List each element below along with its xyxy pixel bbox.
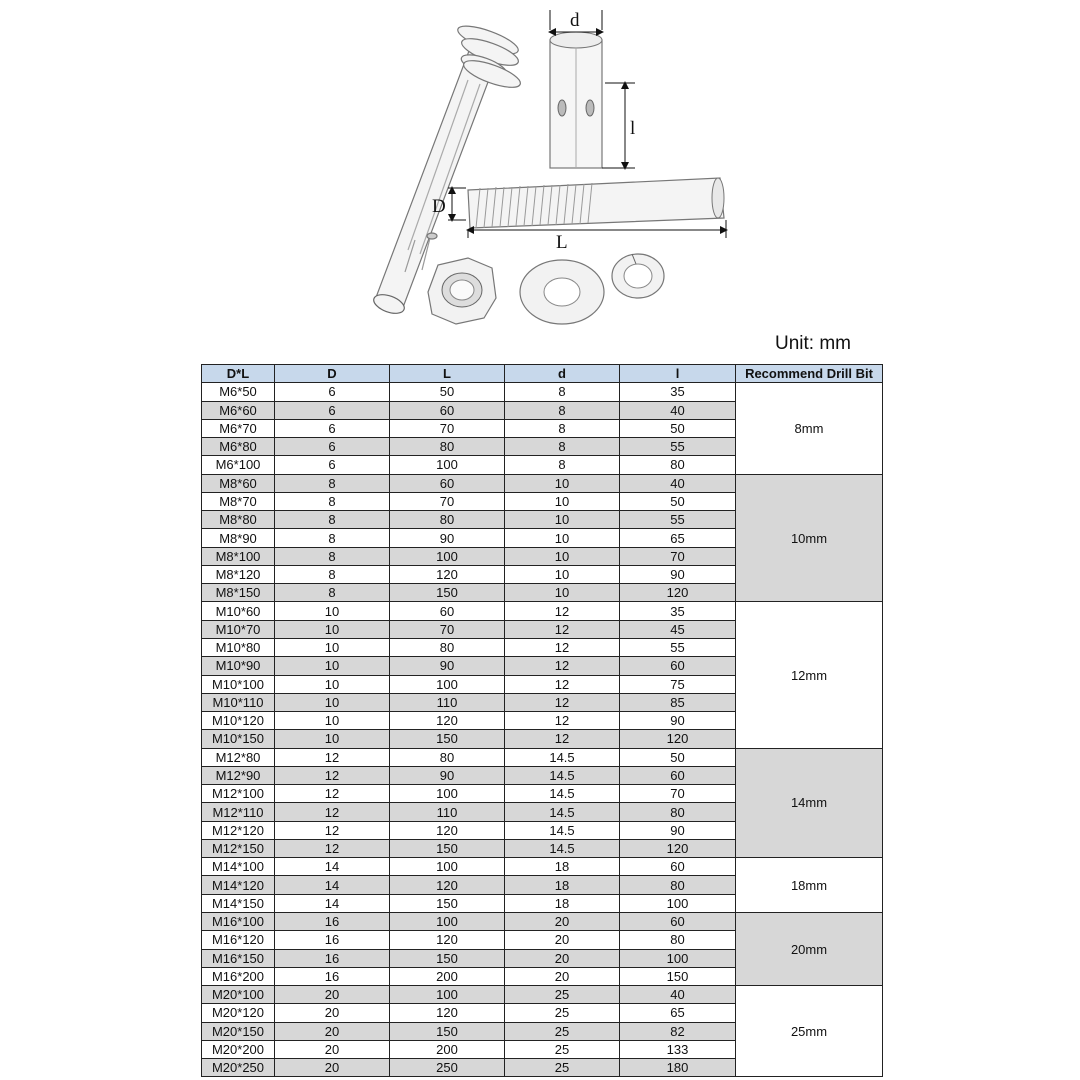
cell-l: 35 xyxy=(620,383,736,401)
sleeve-icon xyxy=(550,32,602,168)
cell-D: 20 xyxy=(275,1040,390,1058)
cell-d: 25 xyxy=(505,1040,620,1058)
cell-model: M16*100 xyxy=(202,912,275,930)
cell-l: 50 xyxy=(620,492,736,510)
cell-model: M10*90 xyxy=(202,657,275,675)
cell-D: 14 xyxy=(275,894,390,912)
drill-bit-cell: 20mm xyxy=(736,912,883,985)
cell-d: 12 xyxy=(505,675,620,693)
spec-table xyxy=(201,364,883,1077)
cell-d: 14.5 xyxy=(505,785,620,803)
cell-l: 45 xyxy=(620,620,736,638)
drill-bit-cell: 14mm xyxy=(736,748,883,858)
cell-d: 8 xyxy=(505,438,620,456)
header-D: D xyxy=(275,365,390,383)
cell-D: 6 xyxy=(275,401,390,419)
cell-D: 16 xyxy=(275,931,390,949)
threaded-bolt-icon xyxy=(468,178,724,228)
cell-l: 80 xyxy=(620,803,736,821)
cell-model: M6*70 xyxy=(202,419,275,437)
cell-L: 150 xyxy=(390,949,505,967)
cell-model: M12*100 xyxy=(202,785,275,803)
cell-l: 55 xyxy=(620,511,736,529)
cell-D: 8 xyxy=(275,565,390,583)
cell-L: 70 xyxy=(390,419,505,437)
cell-l: 60 xyxy=(620,657,736,675)
cell-model: M12*110 xyxy=(202,803,275,821)
cell-d: 25 xyxy=(505,1004,620,1022)
cell-l: 70 xyxy=(620,785,736,803)
cell-D: 8 xyxy=(275,511,390,529)
cell-D: 8 xyxy=(275,492,390,510)
cell-d: 10 xyxy=(505,511,620,529)
cell-model: M10*100 xyxy=(202,675,275,693)
cell-l: 40 xyxy=(620,986,736,1004)
cell-D: 20 xyxy=(275,1059,390,1077)
cell-model: M20*120 xyxy=(202,1004,275,1022)
drill-bit-cell: 25mm xyxy=(736,986,883,1077)
cell-model: M12*150 xyxy=(202,839,275,857)
dim-label-d: d xyxy=(570,10,580,31)
cell-d: 8 xyxy=(505,419,620,437)
cell-d: 12 xyxy=(505,620,620,638)
cell-l: 120 xyxy=(620,839,736,857)
cell-D: 8 xyxy=(275,529,390,547)
table-header-row xyxy=(202,365,883,383)
drill-bit-cell: 10mm xyxy=(736,474,883,602)
cell-L: 100 xyxy=(390,456,505,474)
cell-d: 10 xyxy=(505,529,620,547)
table-row xyxy=(202,474,883,492)
cell-L: 110 xyxy=(390,803,505,821)
cell-d: 14.5 xyxy=(505,766,620,784)
cell-model: M8*150 xyxy=(202,584,275,602)
table-row xyxy=(202,602,883,620)
cell-D: 12 xyxy=(275,803,390,821)
cell-d: 25 xyxy=(505,986,620,1004)
cell-D: 6 xyxy=(275,383,390,401)
cell-d: 18 xyxy=(505,858,620,876)
cell-D: 6 xyxy=(275,438,390,456)
cell-L: 110 xyxy=(390,693,505,711)
cell-L: 250 xyxy=(390,1059,505,1077)
cell-l: 65 xyxy=(620,529,736,547)
cell-l: 100 xyxy=(620,949,736,967)
cell-l: 82 xyxy=(620,1022,736,1040)
cell-D: 8 xyxy=(275,584,390,602)
cell-d: 10 xyxy=(505,492,620,510)
cell-D: 12 xyxy=(275,839,390,857)
cell-L: 150 xyxy=(390,584,505,602)
cell-model: M10*150 xyxy=(202,730,275,748)
cell-d: 14.5 xyxy=(505,803,620,821)
spring-washer-icon xyxy=(612,254,664,298)
cell-L: 70 xyxy=(390,492,505,510)
cell-L: 120 xyxy=(390,565,505,583)
cell-L: 120 xyxy=(390,1004,505,1022)
cell-model: M8*90 xyxy=(202,529,275,547)
cell-model: M10*80 xyxy=(202,638,275,656)
header-drill-bit: Recommend Drill Bit xyxy=(736,365,883,383)
cell-L: 60 xyxy=(390,474,505,492)
cell-D: 10 xyxy=(275,602,390,620)
cell-d: 10 xyxy=(505,565,620,583)
cell-D: 16 xyxy=(275,949,390,967)
cell-D: 14 xyxy=(275,858,390,876)
cell-L: 100 xyxy=(390,858,505,876)
flat-washer-icon xyxy=(520,260,604,324)
cell-L: 120 xyxy=(390,712,505,730)
cell-d: 25 xyxy=(505,1022,620,1040)
cell-D: 12 xyxy=(275,785,390,803)
spec-table-body xyxy=(202,383,883,1077)
cell-l: 50 xyxy=(620,748,736,766)
drill-bit-cell: 12mm xyxy=(736,602,883,748)
cell-l: 80 xyxy=(620,931,736,949)
cell-model: M10*110 xyxy=(202,693,275,711)
cell-l: 150 xyxy=(620,967,736,985)
cell-D: 12 xyxy=(275,821,390,839)
cell-l: 60 xyxy=(620,912,736,930)
cell-model: M12*80 xyxy=(202,748,275,766)
cell-model: M20*250 xyxy=(202,1059,275,1077)
cell-D: 10 xyxy=(275,657,390,675)
cell-model: M14*100 xyxy=(202,858,275,876)
cell-l: 40 xyxy=(620,474,736,492)
cell-L: 200 xyxy=(390,1040,505,1058)
cell-L: 80 xyxy=(390,511,505,529)
cell-D: 14 xyxy=(275,876,390,894)
cell-L: 60 xyxy=(390,602,505,620)
cell-d: 12 xyxy=(505,602,620,620)
cell-L: 90 xyxy=(390,657,505,675)
cell-d: 18 xyxy=(505,894,620,912)
cell-d: 12 xyxy=(505,693,620,711)
header-l: l xyxy=(620,365,736,383)
cell-L: 120 xyxy=(390,931,505,949)
cell-d: 12 xyxy=(505,657,620,675)
table-row xyxy=(202,912,883,930)
cell-L: 100 xyxy=(390,986,505,1004)
cell-l: 40 xyxy=(620,401,736,419)
hex-nut-icon xyxy=(428,258,496,324)
cell-d: 10 xyxy=(505,584,620,602)
cell-model: M6*100 xyxy=(202,456,275,474)
cell-D: 10 xyxy=(275,693,390,711)
cell-l: 60 xyxy=(620,858,736,876)
cell-D: 6 xyxy=(275,419,390,437)
cell-l: 120 xyxy=(620,584,736,602)
cell-L: 100 xyxy=(390,547,505,565)
drill-bit-cell: 18mm xyxy=(736,858,883,913)
cell-model: M14*120 xyxy=(202,876,275,894)
cell-l: 60 xyxy=(620,766,736,784)
dim-label-l: l xyxy=(630,118,636,139)
header-d: d xyxy=(505,365,620,383)
cell-d: 14.5 xyxy=(505,839,620,857)
cell-model: M20*100 xyxy=(202,986,275,1004)
cell-l: 133 xyxy=(620,1040,736,1058)
cell-D: 10 xyxy=(275,730,390,748)
cell-D: 20 xyxy=(275,1004,390,1022)
cell-d: 8 xyxy=(505,383,620,401)
header-dl: D*L xyxy=(202,365,275,383)
cell-l: 80 xyxy=(620,456,736,474)
cell-L: 90 xyxy=(390,529,505,547)
cell-model: M10*70 xyxy=(202,620,275,638)
cell-D: 12 xyxy=(275,766,390,784)
cell-l: 65 xyxy=(620,1004,736,1022)
cell-d: 14.5 xyxy=(505,748,620,766)
cell-l: 75 xyxy=(620,675,736,693)
cell-model: M6*60 xyxy=(202,401,275,419)
cell-D: 6 xyxy=(275,456,390,474)
cell-l: 35 xyxy=(620,602,736,620)
cell-D: 10 xyxy=(275,675,390,693)
table-row xyxy=(202,986,883,1004)
cell-L: 60 xyxy=(390,401,505,419)
cell-L: 90 xyxy=(390,766,505,784)
cell-model: M14*150 xyxy=(202,894,275,912)
cell-D: 20 xyxy=(275,986,390,1004)
cell-model: M20*200 xyxy=(202,1040,275,1058)
cell-d: 20 xyxy=(505,949,620,967)
cell-D: 20 xyxy=(275,1022,390,1040)
cell-D: 8 xyxy=(275,474,390,492)
cell-model: M16*120 xyxy=(202,931,275,949)
cell-D: 16 xyxy=(275,967,390,985)
cell-model: M12*90 xyxy=(202,766,275,784)
drill-bit-cell: 8mm xyxy=(736,383,883,474)
table-row xyxy=(202,858,883,876)
cell-L: 100 xyxy=(390,785,505,803)
cell-model: M8*80 xyxy=(202,511,275,529)
cell-L: 200 xyxy=(390,967,505,985)
cell-l: 85 xyxy=(620,693,736,711)
cell-model: M8*100 xyxy=(202,547,275,565)
cell-D: 10 xyxy=(275,712,390,730)
header-L: L xyxy=(390,365,505,383)
cell-L: 120 xyxy=(390,821,505,839)
cell-D: 10 xyxy=(275,638,390,656)
cell-model: M6*50 xyxy=(202,383,275,401)
cell-d: 20 xyxy=(505,967,620,985)
cell-model: M6*80 xyxy=(202,438,275,456)
cell-d: 20 xyxy=(505,912,620,930)
cell-d: 10 xyxy=(505,547,620,565)
cell-model: M16*150 xyxy=(202,949,275,967)
cell-L: 100 xyxy=(390,675,505,693)
cell-l: 90 xyxy=(620,712,736,730)
cell-l: 55 xyxy=(620,638,736,656)
cell-d: 12 xyxy=(505,638,620,656)
cell-D: 8 xyxy=(275,547,390,565)
cell-l: 120 xyxy=(620,730,736,748)
cell-d: 8 xyxy=(505,401,620,419)
cell-model: M16*200 xyxy=(202,967,275,985)
dim-label-L: L xyxy=(556,232,568,253)
cell-d: 10 xyxy=(505,474,620,492)
cell-L: 150 xyxy=(390,1022,505,1040)
cell-l: 50 xyxy=(620,419,736,437)
cell-L: 100 xyxy=(390,912,505,930)
unit-label: Unit: mm xyxy=(775,333,851,354)
cell-D: 16 xyxy=(275,912,390,930)
dim-label-D: D xyxy=(432,196,446,217)
cell-d: 18 xyxy=(505,876,620,894)
cell-L: 70 xyxy=(390,620,505,638)
cell-L: 150 xyxy=(390,730,505,748)
cell-model: M8*70 xyxy=(202,492,275,510)
cell-D: 10 xyxy=(275,620,390,638)
cell-d: 20 xyxy=(505,931,620,949)
cell-d: 12 xyxy=(505,730,620,748)
cell-model: M10*120 xyxy=(202,712,275,730)
cell-l: 100 xyxy=(620,894,736,912)
cell-L: 80 xyxy=(390,438,505,456)
cell-l: 180 xyxy=(620,1059,736,1077)
cell-D: 12 xyxy=(275,748,390,766)
cell-model: M10*60 xyxy=(202,602,275,620)
cell-d: 12 xyxy=(505,712,620,730)
cell-L: 80 xyxy=(390,638,505,656)
cell-l: 90 xyxy=(620,821,736,839)
cell-model: M20*150 xyxy=(202,1022,275,1040)
cell-d: 25 xyxy=(505,1059,620,1077)
cell-L: 80 xyxy=(390,748,505,766)
anchor-bolt-diagram xyxy=(280,0,760,340)
table-row xyxy=(202,748,883,766)
cell-model: M8*120 xyxy=(202,565,275,583)
cell-model: M12*120 xyxy=(202,821,275,839)
cell-l: 90 xyxy=(620,565,736,583)
cell-L: 150 xyxy=(390,894,505,912)
table-row xyxy=(202,383,883,401)
cell-l: 70 xyxy=(620,547,736,565)
cell-d: 8 xyxy=(505,456,620,474)
cell-L: 50 xyxy=(390,383,505,401)
cell-l: 55 xyxy=(620,438,736,456)
cell-L: 150 xyxy=(390,839,505,857)
cell-L: 120 xyxy=(390,876,505,894)
cell-d: 14.5 xyxy=(505,821,620,839)
cell-model: M8*60 xyxy=(202,474,275,492)
cell-l: 80 xyxy=(620,876,736,894)
